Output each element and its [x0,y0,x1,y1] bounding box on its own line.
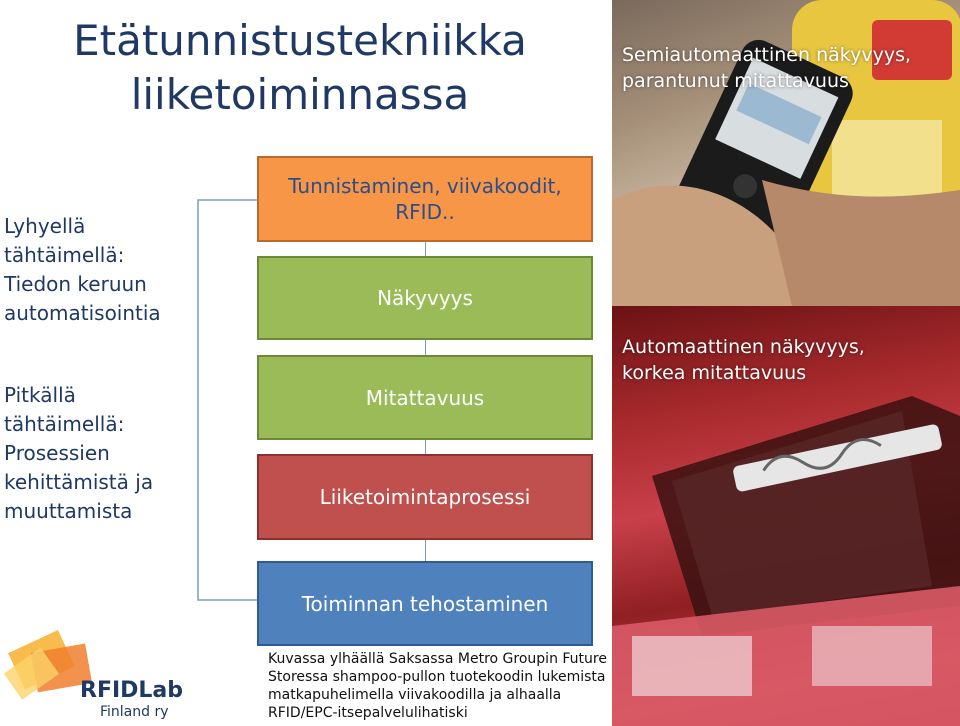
box-visibility-label: Näkyvyys [377,286,473,310]
short-term-line: Lyhyellä [4,214,86,238]
long-term-line: tähtäimellä: [4,412,125,436]
short-term-line: Tiedon keruun [4,272,147,296]
title-line-2: liiketoiminnassa [130,70,470,119]
bottom-photo-caption-line: Automaattinen näkyvyys, [622,336,865,358]
connector-line [425,338,426,356]
bracket-connector [190,190,260,610]
caption-line: matkapuhelimella viivakoodilla ja alhaalla [268,687,562,703]
short-term-line: automatisointia [4,301,161,325]
box-efficiency [257,561,593,646]
box-efficiency-label: Toiminnan tehostaminen [301,591,549,616]
caption-line: RFID/EPC-itsepalvelulihatiski [268,705,468,721]
photo-rfid-meat [612,306,960,726]
page-title [40,14,560,122]
connector-line [425,538,426,562]
long-term-line: kehittämistä ja [4,470,154,494]
long-term-text [4,381,153,526]
bottom-photo-caption-line: korkea mitattavuus [622,362,807,384]
short-term-line: tähtäimellä: [4,243,125,267]
title-line-1: Etätunnistustekniikka [73,16,527,65]
top-photo-caption [622,42,911,94]
top-photo-caption-line: Semiautomaattinen näkyvyys, [622,44,912,66]
image-caption [268,650,608,722]
bottom-photo-caption [622,334,865,386]
long-term-line: Prosessien [4,441,110,465]
long-term-line: Pitkällä [4,383,76,407]
box-business-process [257,454,593,540]
photo-phone-scanning [612,0,960,306]
short-term-text [4,212,161,328]
logo-subtitle: Finland ry [100,704,169,720]
box-identification-line: RFID.. [395,200,455,224]
top-photo-caption-line: parantunut mitattavuus [622,70,849,92]
box-identification [257,156,593,242]
caption-line: Kuvassa ylhäällä Saksassa Metro Groupin Future [268,651,607,667]
box-identification-line: Tunnistaminen, viivakoodit, [288,174,562,198]
box-measurability-label: Mitattavuus [365,385,485,410]
box-measurability [257,355,593,440]
long-term-line: muuttamista [4,499,133,523]
box-business-process-label: Liiketoimintaprosessi [319,485,531,509]
logo-name: RFIDLab [80,678,184,703]
box-visibility [257,256,593,340]
caption-line: Storessa shampoo-pullon tuotekoodin lukemista [268,669,606,685]
